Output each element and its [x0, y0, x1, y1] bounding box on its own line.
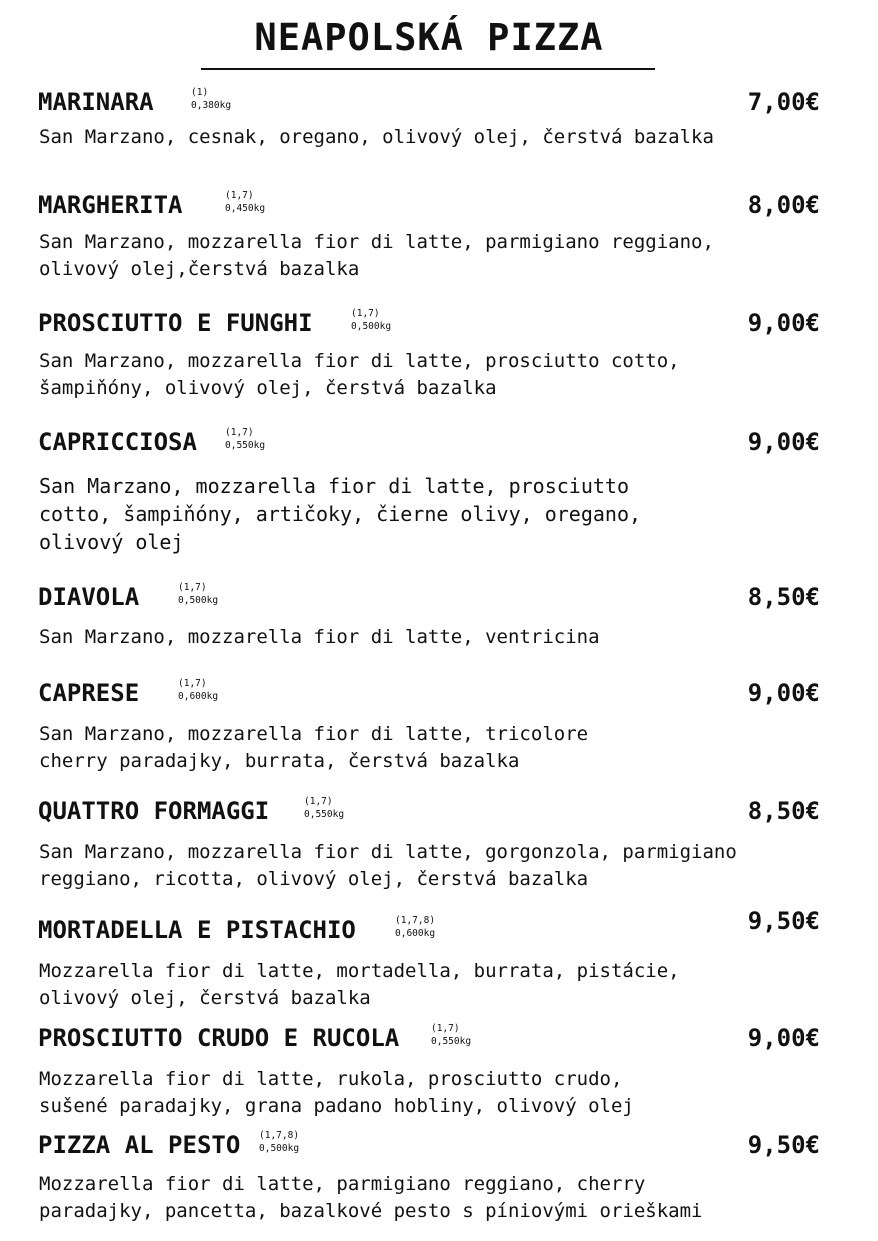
item-description: Mozzarella fior di latte, mortadella, burrata, pistácie, olivový olej, čerstvá bazalka — [39, 960, 680, 1009]
item-description: Mozzarella fior di latte, parmigiano reggiano, cherry paradajky, pancetta, bazalkové pesto s píniovými orieškami — [39, 1173, 703, 1222]
item-name: CAPRICCIOSA — [38, 428, 197, 456]
item-description: San Marzano, cesnak, oregano, olivový olej, čerstvá bazalka — [39, 126, 714, 148]
item-meta — [304, 795, 344, 821]
item-name: CAPRESE — [38, 679, 140, 707]
item-price: 9,00€ — [747, 1024, 820, 1052]
item-price: 9,00€ — [747, 679, 820, 707]
item-description: San Marzano, mozzarella fior di latte, tricolore cherry paradajky, burrata, čerstvá bazalka — [39, 723, 589, 772]
item-allergens: (1,7) — [225, 427, 254, 438]
item-weight: 0,500kg — [259, 1143, 300, 1154]
item-name: MORTADELLA E PISTACHIO — [38, 916, 356, 944]
item-price: 9,50€ — [747, 907, 820, 935]
item-meta — [431, 1022, 471, 1048]
item-allergens: (1,7) — [178, 678, 207, 689]
item-name: PROSCIUTTO CRUDO E RUCOLA — [38, 1024, 400, 1052]
item-weight: 0,550kg — [225, 440, 266, 451]
item-meta — [225, 189, 265, 215]
item-allergens: (1) — [191, 87, 209, 98]
item-meta — [178, 581, 218, 607]
item-allergens: (1,7) — [351, 308, 380, 319]
item-name: MARGHERITA — [38, 191, 183, 219]
item-price: 7,00€ — [747, 88, 820, 116]
item-description: San Marzano, mozzarella fior di latte, prosciutto cotto, šampiňóny, olivový olej, čerstvá bazalka — [39, 350, 680, 399]
item-weight: 0,550kg — [431, 1036, 472, 1047]
item-allergens: (1,7,8) — [395, 915, 436, 926]
item-allergens: (1,7) — [225, 190, 254, 201]
item-price: 9,50€ — [747, 1131, 820, 1159]
item-weight: 0,500kg — [351, 321, 392, 332]
item-name: QUATTRO FORMAGGI — [38, 797, 270, 825]
item-name: PIZZA AL PESTO — [38, 1131, 241, 1159]
item-description: San Marzano, mozzarella fior di latte, parmigiano reggiano, olivový olej,čerstvá bazalka — [39, 231, 714, 280]
item-description: San Marzano, mozzarella fior di latte, prosciutto cotto, šampiňóny, artičoky, čierne olivy, oregano, olivový olej — [39, 474, 642, 554]
item-meta — [395, 914, 435, 940]
item-meta — [351, 307, 391, 333]
item-allergens: (1,7) — [178, 582, 207, 593]
item-price: 8,50€ — [747, 583, 820, 611]
item-weight: 0,380kg — [191, 100, 232, 111]
item-name: MARINARA — [38, 88, 154, 116]
item-meta — [259, 1129, 299, 1155]
item-allergens: (1,7) — [304, 796, 333, 807]
item-allergens: (1,7) — [431, 1023, 460, 1034]
item-price: 9,00€ — [747, 428, 820, 456]
item-price: 9,00€ — [747, 309, 820, 337]
item-meta — [178, 677, 218, 703]
item-description: San Marzano, mozzarella fior di latte, ventricina — [39, 626, 600, 648]
item-weight: 0,450kg — [225, 203, 266, 214]
title-divider — [201, 68, 655, 70]
item-price: 8,50€ — [747, 797, 820, 825]
item-meta — [191, 86, 231, 112]
item-weight: 0,550kg — [304, 809, 345, 820]
item-allergens: (1,7,8) — [259, 1130, 300, 1141]
item-description: Mozzarella fior di latte, rukola, prosciutto crudo, sušené paradajky, grana padano hobliny, olivový olej — [39, 1068, 634, 1117]
item-description: San Marzano, mozzarella fior di latte, gorgonzola, parmigiano reggiano, ricotta, olivový olej, čerstvá bazalka — [39, 841, 737, 890]
item-weight: 0,600kg — [178, 691, 219, 702]
page-title: NEAPOLSKÁ PIZZA — [254, 16, 604, 59]
item-name: DIAVOLA — [38, 583, 140, 611]
item-weight: 0,600kg — [395, 928, 436, 939]
item-price: 8,00€ — [747, 191, 820, 219]
item-weight: 0,500kg — [178, 595, 219, 606]
item-name: PROSCIUTTO E FUNGHI — [38, 309, 313, 337]
item-meta — [225, 426, 265, 452]
